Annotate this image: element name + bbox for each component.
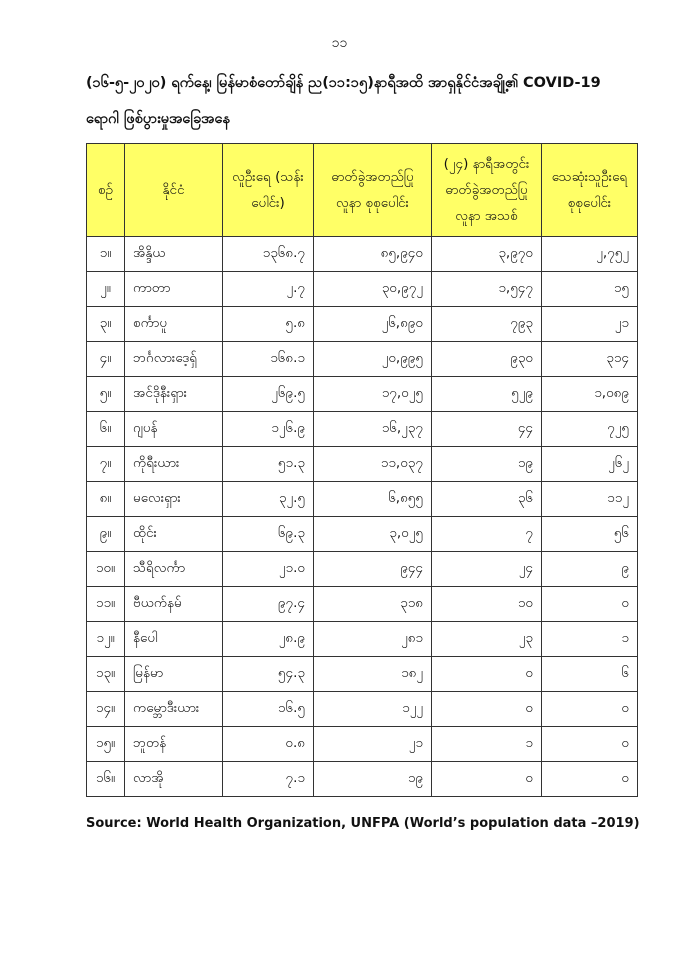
cell-new-24h: ၄၄ [432,412,542,447]
cell-total-confirmed: ၂၈၁ [314,622,432,657]
cell-country: ကမ္ဘောဒီးယား [125,692,223,727]
source-note: Source: World Health Organization, UNFPA (World’s population data –2019) [86,816,640,831]
cell-serial-no: ၁၁။ [87,587,125,622]
page-number: ၁၁ [331,35,348,51]
header-population: လူဦးရေ (သန်းပေါင်း) [223,144,314,237]
cell-new-24h: ၁၉ [432,447,542,482]
cell-total-deaths: ၇၂၅ [542,412,638,447]
cell-population: ၀.၈ [223,727,314,762]
table-row [87,342,638,377]
cell-total-deaths: ၀ [542,762,638,797]
cell-total-confirmed: ၃၀,၉၇၂ [314,272,432,307]
header-country: နိုင်ငံ [125,144,223,237]
cell-total-deaths: ၂၁ [542,307,638,342]
report-heading-line-2: ရောဂါ ဖြစ်ပွားမှုအခြေအနေ [86,111,230,127]
cell-new-24h: ၉၃၀ [432,342,542,377]
cell-new-24h: ၇၉၃ [432,307,542,342]
table-row [87,237,638,272]
cell-total-deaths: ၆ [542,657,638,692]
cell-population: ၂၆၉.၅ [223,377,314,412]
cell-total-confirmed: ၂၀,၉၉၅ [314,342,432,377]
cell-total-confirmed: ၂၆,၈၉၀ [314,307,432,342]
header-serial-no: စဉ် [87,144,125,237]
cell-total-deaths: ၀ [542,692,638,727]
cell-new-24h: ၁,၅၄၇ [432,272,542,307]
cell-total-confirmed: ၁၈၂ [314,657,432,692]
cell-new-24h: ၇ [432,517,542,552]
cell-population: ၆၉.၃ [223,517,314,552]
cell-total-deaths: ၉ [542,552,638,587]
report-heading-line-1: (၁၆-၅-၂၀၂၀) ရက်နေ့၊ မြန်မာစံတော်ချိန် ည(၁၁:၁၅)နာရီအထိ အာရှနိုင်ငံအချို့၏ COVID-19 [86,75,601,91]
cell-total-deaths: ၁၅ [542,272,638,307]
cell-total-confirmed: ၈၅,၉၄၀ [314,237,432,272]
cell-new-24h: ၁ [432,727,542,762]
table-row [87,517,638,552]
cell-total-confirmed: ၃၁၈ [314,587,432,622]
cell-total-confirmed: ၃,၀၂၅ [314,517,432,552]
cell-population: ၅.၈ [223,307,314,342]
cell-country: ကာတာ [125,272,223,307]
cell-population: ၅၄.၃ [223,657,314,692]
cell-total-deaths: ၁ [542,622,638,657]
table-row [87,412,638,447]
cell-total-deaths: ၂,၇၅၂ [542,237,638,272]
cell-serial-no: ၆။ [87,412,125,447]
header-total-deaths: သေဆုံးသူဦးရေ စုစုပေါင်း [542,144,638,237]
cell-total-deaths: ၂၆၂ [542,447,638,482]
cell-serial-no: ၅။ [87,377,125,412]
cell-serial-no: ၉။ [87,517,125,552]
table-row [87,307,638,342]
covid-asia-table [86,143,638,797]
cell-country: ဘူတန် [125,727,223,762]
cell-country: စင်္ကာပူ [125,307,223,342]
cell-new-24h: ၃၆ [432,482,542,517]
table-row [87,482,638,517]
table-body [87,237,638,797]
cell-population: ၁၆၈.၁ [223,342,314,377]
cell-total-confirmed: ၁၆,၂၃၇ [314,412,432,447]
cell-new-24h: ၀ [432,762,542,797]
cell-total-confirmed: ၁၂၂ [314,692,432,727]
cell-serial-no: ၁၅။ [87,727,125,762]
cell-population: ၂၈.၉ [223,622,314,657]
cell-serial-no: ၄။ [87,342,125,377]
cell-serial-no: ၁၄။ [87,692,125,727]
cell-country: ဘင်္ဂလားဒေ့ရှ် [125,342,223,377]
cell-new-24h: ၂၄ [432,552,542,587]
header-new-24h: (၂၄) နာရီအတွင်း ဓာတ်ခွဲအတည်ပြု လူနာ အသစ် [432,144,542,237]
cell-population: ၁၂၆.၉ [223,412,314,447]
cell-new-24h: ၀ [432,657,542,692]
cell-country: ဂျပန် [125,412,223,447]
cell-new-24h: ၃,၉၇၀ [432,237,542,272]
cell-country: ဗီယက်နမ် [125,587,223,622]
cell-total-confirmed: ၁၇,၀၂၅ [314,377,432,412]
cell-country: နီပေါ [125,622,223,657]
cell-population: ၅၁.၃ [223,447,314,482]
table-row [87,657,638,692]
cell-country: အိန္ဒိယ [125,237,223,272]
cell-total-confirmed: ၆,၈၅၅ [314,482,432,517]
cell-country: အင်ဒိုနီးရှား [125,377,223,412]
cell-serial-no: ၁၂။ [87,622,125,657]
cell-country: ကိုရီးယား [125,447,223,482]
header-total-confirmed: ဓာတ်ခွဲအတည်ပြု လူနာ စုစုပေါင်း [314,144,432,237]
cell-population: ၂.၇ [223,272,314,307]
table-header-row [87,144,638,237]
cell-total-confirmed: ၁၁,၀၃၇ [314,447,432,482]
cell-country: သီရိလင်္ကာ [125,552,223,587]
cell-population: ၁၆.၅ [223,692,314,727]
cell-total-deaths: ၁၁၂ [542,482,638,517]
table-row [87,622,638,657]
cell-country: ထိုင်း [125,517,223,552]
table-row [87,552,638,587]
cell-country: လာအို [125,762,223,797]
table-row [87,377,638,412]
cell-new-24h: ၂၃ [432,622,542,657]
cell-new-24h: ၀ [432,692,542,727]
cell-serial-no: ၁၀။ [87,552,125,587]
cell-serial-no: ၂။ [87,272,125,307]
cell-serial-no: ၁၆။ [87,762,125,797]
table-row [87,762,638,797]
table-row [87,272,638,307]
cell-new-24h: ၅၂၉ [432,377,542,412]
cell-total-confirmed: ၉၄၄ [314,552,432,587]
cell-serial-no: ၁။ [87,237,125,272]
cell-serial-no: ၃။ [87,307,125,342]
cell-serial-no: ၇။ [87,447,125,482]
cell-country: မလေးရှား [125,482,223,517]
cell-population: ၇.၁ [223,762,314,797]
cell-country: မြန်မာ [125,657,223,692]
cell-serial-no: ၁၃။ [87,657,125,692]
cell-population: ၂၁.၀ [223,552,314,587]
table-row [87,692,638,727]
cell-new-24h: ၁၀ [432,587,542,622]
cell-population: ၁၃၆၈.၇ [223,237,314,272]
cell-total-deaths: ၅၆ [542,517,638,552]
table-row [87,447,638,482]
cell-total-deaths: ၁,၀၈၉ [542,377,638,412]
cell-population: ၃၂.၅ [223,482,314,517]
cell-total-confirmed: ၁၉ [314,762,432,797]
cell-total-deaths: ၃၁၄ [542,342,638,377]
cell-serial-no: ၈။ [87,482,125,517]
cell-total-confirmed: ၂၁ [314,727,432,762]
cell-population: ၉၇.၄ [223,587,314,622]
table-row [87,727,638,762]
cell-total-deaths: ၀ [542,727,638,762]
cell-total-deaths: ၀ [542,587,638,622]
table-row [87,587,638,622]
